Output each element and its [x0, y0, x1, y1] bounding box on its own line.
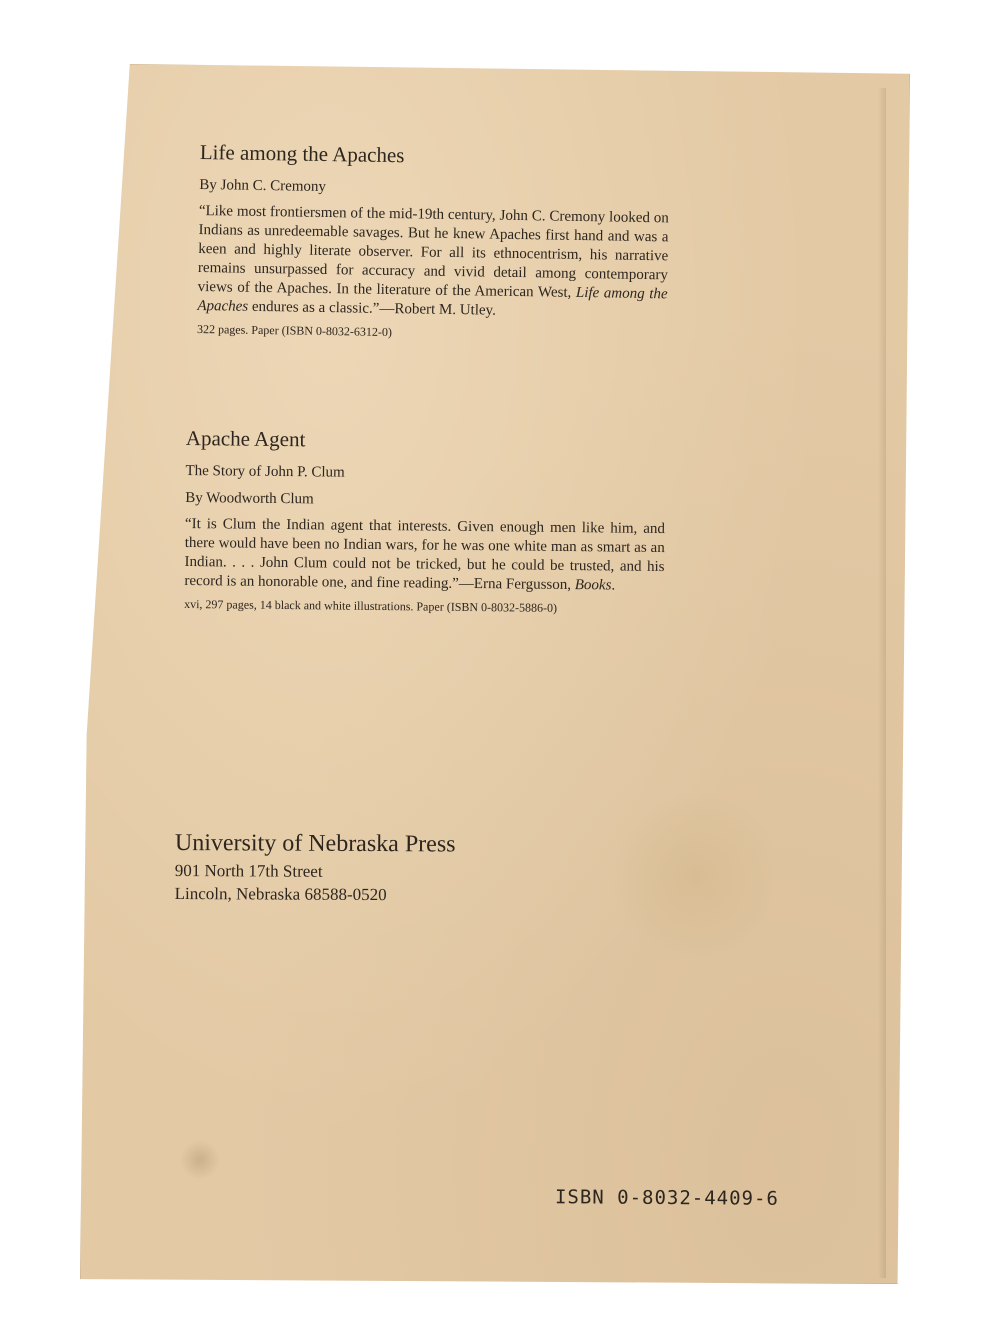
book-blurb [197, 202, 669, 323]
blurb-italic-title: Life among the Apaches [197, 284, 668, 315]
blurb-text: “Like most frontiersmen of the mid-19th century, John C. Cremony looked on Indians as unredeemable savages. But he knew Apaches first hand and was a keen and highly literate observer. For all its ethnocentrism, his narrative remains unsurpassed for accuracy and vivid detail among contemporary views of the Apaches. In the literature of the American West, [197, 202, 669, 301]
book-author: By Woodworth Clum [185, 489, 314, 508]
publisher-block [175, 830, 456, 908]
blurb-text: “It is Clum the Indian agent that interests. Given enough men like him, and there would have been no Indian wars, for he was one white man as smart as an Indian. . . . John Clum could not be tricked, but he could be trusted, and his record is an honorable one, and fine reading.”—Erna Fergusson, [184, 515, 666, 594]
book-subtitle: The Story of John P. Clum [185, 462, 345, 481]
book-listing-apache-agent [184, 426, 666, 617]
blurb-italic-source: Books [574, 577, 612, 594]
book-blurb [184, 515, 665, 596]
book-meta: xvi, 297 pages, 14 black and white illustrations. Paper (ISBN 0-8032-5886-0) [184, 596, 558, 615]
water-stain [610, 790, 780, 960]
book-meta: 322 pages. Paper (ISBN 0-8032-6312-0) [196, 321, 393, 340]
publisher-city: Lincoln, Nebraska 68588-0520 [174, 883, 387, 905]
blurb-text-end: . [611, 577, 616, 594]
publisher-name: University of Nebraska Press [174, 830, 456, 858]
small-stain [180, 1140, 220, 1180]
book-title: Life among the Apaches [199, 140, 405, 168]
blurb-text-end: endures as a classic.”—Robert M. Utley. [248, 298, 497, 319]
publisher-street: 901 North 17th Street [174, 860, 323, 881]
cover-edge-shadow [878, 88, 886, 1278]
book-listing-life-among-apaches [197, 140, 670, 344]
book-author: By John C. Cremony [199, 176, 327, 195]
book-title: Apache Agent [185, 426, 306, 452]
isbn-label: ISBN 0-8032-4409-6 [554, 1186, 779, 1210]
